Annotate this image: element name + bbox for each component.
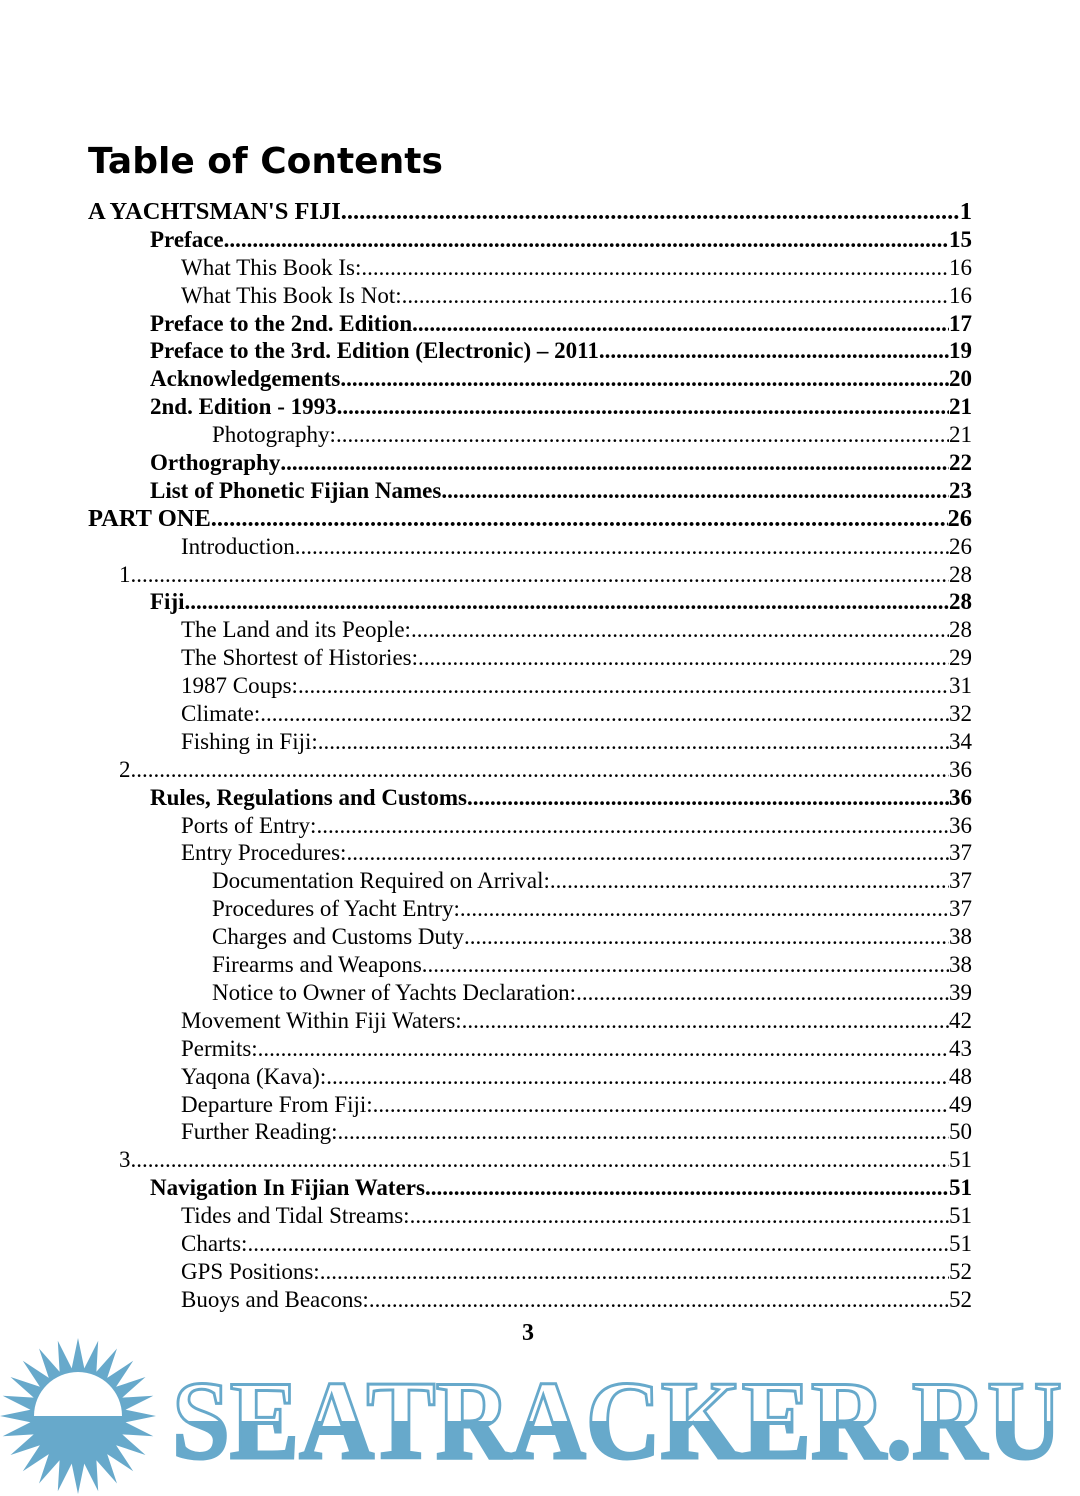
toc-entry-page: 37	[949, 840, 972, 866]
toc-entry-page: 51	[949, 1175, 972, 1201]
toc-entry-label: Rules, Regulations and Customs	[150, 784, 467, 810]
toc-entry[interactable]	[88, 505, 972, 533]
toc-entry-label: Orthography	[150, 450, 281, 476]
toc-entry-page: 21	[949, 422, 972, 448]
toc-entry-page: 39	[949, 979, 972, 1005]
dot-leader	[576, 979, 949, 1007]
toc-entry-page: 49	[949, 1091, 972, 1117]
toc-entry[interactable]	[88, 310, 972, 338]
toc-entry-label: Ports of Entry:	[181, 812, 317, 838]
toc-entry[interactable]	[88, 254, 972, 282]
dot-leader	[340, 365, 949, 393]
toc-entry-page: 43	[949, 1035, 972, 1061]
toc-entry-page: 15	[949, 226, 972, 252]
toc-entry-label: 2	[119, 756, 131, 782]
toc-entry-label: PART ONE	[88, 504, 211, 532]
toc-entry-page: 16	[949, 254, 972, 280]
toc-entry-page: 23	[949, 477, 972, 503]
toc-entry[interactable]	[88, 588, 972, 616]
toc-entry[interactable]	[88, 365, 972, 393]
toc-entry[interactable]	[88, 393, 972, 421]
toc-entry-page: 38	[949, 952, 972, 978]
toc-entry-label: Permits:	[181, 1035, 258, 1061]
toc-entry-label: Acknowledgements	[150, 366, 341, 392]
toc-entry-label: List of Phonetic Fijian Names	[150, 477, 442, 503]
toc-entry-label: What This Book Is Not:	[181, 282, 402, 308]
toc-entry[interactable]	[88, 1202, 972, 1230]
toc-entry[interactable]	[88, 1035, 972, 1063]
toc-entry-label: Buoys and Beacons:	[181, 1286, 369, 1312]
toc-entry-page: 42	[949, 1007, 972, 1033]
toc-entry[interactable]	[88, 923, 972, 951]
toc-entry[interactable]	[88, 700, 972, 728]
toc-entry[interactable]	[88, 1007, 972, 1035]
toc-entry[interactable]	[88, 1091, 972, 1119]
toc-entry-label: What This Book Is:	[181, 254, 362, 280]
toc-entry-label: The Land and its People:	[181, 617, 411, 643]
toc-entry-page: 17	[949, 310, 972, 336]
toc-entry[interactable]	[88, 533, 972, 561]
watermark-logo	[0, 1336, 1080, 1496]
toc-entry[interactable]	[88, 812, 972, 840]
dot-leader	[318, 728, 949, 756]
toc-entry-page: 22	[949, 450, 972, 476]
dot-leader	[462, 1007, 949, 1035]
toc-entry-label: Tides and Tidal Streams:	[181, 1203, 410, 1229]
toc-entry[interactable]	[88, 1118, 972, 1146]
toc-entry-label: 3	[119, 1147, 131, 1173]
toc-entry-label: GPS Positions:	[181, 1258, 320, 1284]
toc-entry-label: Fishing in Fiji:	[181, 728, 318, 754]
page-title: Table of Contents	[88, 141, 443, 182]
toc-entry-page: 1	[959, 198, 972, 225]
toc-entry-page: 32	[949, 701, 972, 727]
toc-entry-label: Yaqona (Kava):	[181, 1063, 327, 1089]
dot-leader	[599, 337, 949, 365]
toc-entry-page: 28	[949, 589, 972, 615]
svg-text:SEATRACKER.RU: SEATRACKER.RU	[172, 1359, 1062, 1483]
toc-entry[interactable]	[88, 226, 972, 254]
toc-entry[interactable]	[88, 784, 972, 812]
toc-entry[interactable]	[88, 951, 972, 979]
toc-entry-page: 52	[949, 1286, 972, 1312]
toc-entry-page: 36	[949, 784, 972, 810]
dot-leader	[341, 198, 960, 226]
page-number: 3	[522, 1320, 534, 1346]
toc-entry-page: 38	[949, 924, 972, 950]
toc-entry-label: Notice to Owner of Yachts Declaration:	[212, 979, 577, 1005]
dot-leader	[131, 1146, 950, 1174]
toc-entry[interactable]	[88, 756, 972, 784]
dot-leader	[298, 672, 949, 700]
toc-entry[interactable]	[88, 561, 972, 589]
toc-entry-page: 26	[949, 533, 972, 559]
dot-leader	[402, 282, 949, 310]
toc-entry[interactable]	[88, 616, 972, 644]
toc-entry-label: Movement Within Fiji Waters:	[181, 1007, 462, 1033]
toc-entry-page: 28	[949, 561, 972, 587]
toc-entry-page: 36	[949, 756, 972, 782]
toc-entry-label: Charts:	[181, 1230, 248, 1256]
dot-leader	[361, 254, 949, 282]
dot-leader	[337, 393, 949, 421]
dot-leader	[280, 449, 949, 477]
toc-entry-page: 51	[949, 1230, 972, 1256]
toc-entry-label: Firearms and Weapons	[212, 952, 422, 978]
toc-entry-page: 37	[949, 896, 972, 922]
dot-leader	[418, 644, 949, 672]
toc-entry[interactable]	[88, 672, 972, 700]
toc-entry-page: 48	[949, 1063, 972, 1089]
toc-entry-page: 28	[949, 617, 972, 643]
dot-leader	[211, 505, 948, 533]
toc-entry[interactable]	[88, 282, 972, 310]
dot-leader	[316, 812, 949, 840]
toc-entry[interactable]	[88, 421, 972, 449]
toc-entry-label: Charges and Customs Duty	[212, 924, 464, 950]
toc-entry[interactable]	[88, 1063, 972, 1091]
toc-entry-label: Preface	[150, 226, 224, 252]
toc-entry[interactable]	[88, 1146, 972, 1174]
dot-leader	[185, 588, 950, 616]
dot-leader	[422, 951, 949, 979]
toc-entry-page: 19	[949, 338, 972, 364]
toc-entry-page: 36	[949, 812, 972, 838]
toc-entry[interactable]	[88, 449, 972, 477]
toc-entry-label: Photography:	[212, 422, 336, 448]
toc-entry[interactable]	[88, 728, 972, 756]
toc-entry-page: 50	[949, 1119, 972, 1145]
toc-entry[interactable]	[88, 1286, 972, 1314]
toc-entry[interactable]	[88, 644, 972, 672]
toc-entry-label: Further Reading:	[181, 1119, 338, 1145]
dot-leader	[336, 421, 949, 449]
dot-leader	[346, 839, 949, 867]
toc-entry-label: Fiji	[150, 589, 185, 615]
toc-entry[interactable]	[88, 895, 972, 923]
toc-entry-label: Procedures of Yacht Entry:	[212, 896, 460, 922]
toc-entry-page: 51	[949, 1147, 972, 1173]
dot-leader	[467, 784, 949, 812]
toc-entry-page: 52	[949, 1258, 972, 1284]
dot-leader	[369, 1286, 949, 1314]
toc-entry-label: 1	[119, 561, 131, 587]
dot-leader	[410, 1202, 949, 1230]
toc-entry-page: 20	[949, 366, 972, 392]
dot-leader	[295, 533, 949, 561]
toc-entry[interactable]	[88, 198, 972, 226]
toc-entry-label: 1987 Coups:	[181, 673, 298, 699]
dot-leader	[412, 310, 949, 338]
toc-entry-label: 2nd. Edition - 1993	[150, 394, 337, 420]
toc-entry-label: The Shortest of Histories:	[181, 645, 418, 671]
dot-leader	[464, 923, 949, 951]
dot-leader	[131, 756, 950, 784]
toc-entry[interactable]	[88, 477, 972, 505]
dot-leader	[460, 895, 949, 923]
toc-entry-label: Departure From Fiji:	[181, 1091, 373, 1117]
dot-leader	[320, 1258, 949, 1286]
toc-entry-page: 16	[949, 282, 972, 308]
dot-leader	[550, 867, 949, 895]
toc-entry-label: A YACHTSMAN'S FIJI	[88, 198, 341, 225]
dot-leader	[441, 477, 949, 505]
dot-leader	[425, 1174, 949, 1202]
toc-entry-label: Entry Procedures:	[181, 840, 347, 866]
toc-entry-page: 37	[949, 868, 972, 894]
dot-leader	[247, 1230, 949, 1258]
sun-icon	[0, 1338, 156, 1494]
toc-entry[interactable]	[88, 979, 972, 1007]
toc-entry[interactable]	[88, 839, 972, 867]
toc-entry-page: 29	[949, 645, 972, 671]
dot-leader	[131, 561, 950, 589]
dot-leader	[373, 1091, 949, 1119]
toc-entry-label: Preface to the 3rd. Edition (Electronic) – 2011	[150, 338, 599, 364]
dot-leader	[326, 1063, 949, 1091]
toc-entry-label: Climate:	[181, 701, 261, 727]
toc-entry-label: Introduction	[181, 533, 295, 559]
toc-entry-label: Navigation In Fijian Waters	[150, 1175, 425, 1201]
toc-entry-page: 51	[949, 1203, 972, 1229]
toc-entry-page: 21	[949, 394, 972, 420]
toc-entry[interactable]	[88, 1230, 972, 1258]
toc-entry-label: Documentation Required on Arrival:	[212, 868, 550, 894]
dot-leader	[338, 1118, 950, 1146]
toc-entry[interactable]	[88, 1174, 972, 1202]
toc-entry[interactable]	[88, 1258, 972, 1286]
toc-entry-page: 26	[947, 504, 972, 532]
dot-leader	[224, 226, 949, 254]
dot-leader	[258, 1035, 949, 1063]
toc-entry-label: Preface to the 2nd. Edition	[150, 310, 413, 336]
toc-entry-page: 31	[949, 673, 972, 699]
table-of-contents	[88, 198, 972, 1314]
toc-entry[interactable]	[88, 867, 972, 895]
toc-entry[interactable]	[88, 337, 972, 365]
dot-leader	[260, 700, 949, 728]
dot-leader	[411, 616, 949, 644]
toc-entry-page: 34	[949, 728, 972, 754]
